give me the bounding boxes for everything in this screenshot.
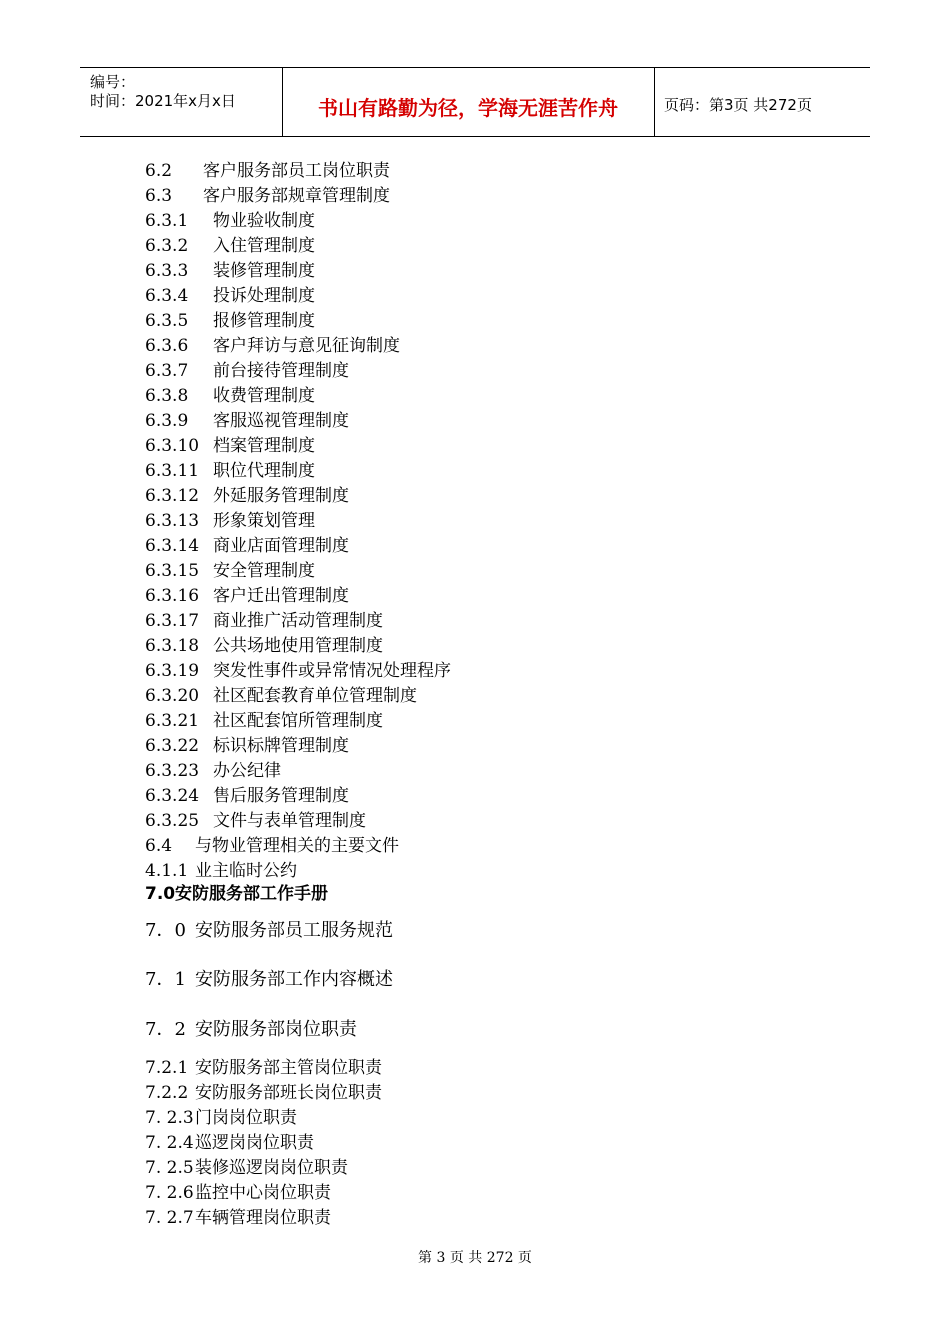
toc-entry bbox=[145, 386, 315, 406]
toc-entry-title: 物业验收制度 bbox=[213, 211, 315, 231]
toc-entry bbox=[145, 1108, 297, 1128]
toc-entry-title: 突发性事件或异常情况处理程序 bbox=[213, 661, 451, 681]
toc-entry-title: 文件与表单管理制度 bbox=[213, 811, 366, 831]
toc-entry-number: 7. 2.7 bbox=[145, 1208, 194, 1228]
toc-entry-number: 6.3.8 bbox=[145, 386, 189, 406]
toc-entry-number: 6.3.19 bbox=[145, 661, 200, 681]
toc-entry bbox=[145, 311, 315, 331]
toc-entry-title: 形象策划管理 bbox=[213, 511, 315, 531]
toc-entry-number: 7．2 bbox=[145, 1019, 186, 1040]
toc-entry-number: 6.3.3 bbox=[145, 261, 189, 281]
toc-entry bbox=[145, 811, 366, 831]
toc-entry-title: 收费管理制度 bbox=[213, 386, 315, 406]
toc-entry-title: 客服巡视管理制度 bbox=[213, 411, 349, 431]
toc-entry-number: 7. 2.6 bbox=[145, 1183, 194, 1203]
toc-entry bbox=[145, 511, 315, 531]
toc-entry bbox=[145, 286, 315, 306]
toc-entry-title: 巡逻岗岗位职责 bbox=[195, 1133, 314, 1153]
toc-entry bbox=[145, 711, 383, 731]
toc-entry-number: 6.2 bbox=[145, 161, 173, 181]
toc-entry-title: 社区配套教育单位管理制度 bbox=[213, 686, 417, 706]
toc-entry-number: 6.3.4 bbox=[145, 286, 189, 306]
toc-entry-number: 7. 2.3 bbox=[145, 1108, 194, 1128]
toc-entry bbox=[145, 1020, 357, 1040]
toc-entry bbox=[145, 186, 390, 206]
header-motto-cell bbox=[282, 68, 655, 136]
toc-entry-number: 6.3.7 bbox=[145, 361, 189, 381]
toc-entry-title: 商业推广活动管理制度 bbox=[213, 611, 383, 631]
toc-entry-number: 6.3 bbox=[145, 186, 173, 206]
toc-entry-number: 6.3.15 bbox=[145, 561, 200, 581]
toc-entry-title: 客户拜访与意见征询制度 bbox=[213, 336, 400, 356]
toc-entry bbox=[145, 1133, 314, 1153]
toc-entry bbox=[145, 761, 281, 781]
toc-entry-title: 售后服务管理制度 bbox=[213, 786, 349, 806]
toc-entry-title: 报修管理制度 bbox=[213, 311, 315, 331]
toc-entry-title: 前台接待管理制度 bbox=[213, 361, 349, 381]
toc-entry-number: 6.3.14 bbox=[145, 536, 200, 556]
toc-entry-number: 6.3.12 bbox=[145, 486, 200, 506]
toc-entry bbox=[145, 586, 349, 606]
toc-entry-title: 安防服务部岗位职责 bbox=[195, 1019, 357, 1040]
toc-entry-number: 6.3.17 bbox=[145, 611, 200, 631]
toc-entry bbox=[145, 461, 315, 481]
toc-entry bbox=[145, 661, 451, 681]
toc-entry-number: 6.3.11 bbox=[145, 461, 200, 481]
page-header bbox=[80, 67, 870, 137]
toc-entry-number: 6.3.22 bbox=[145, 736, 200, 756]
toc-entry bbox=[145, 261, 315, 281]
toc-entry-number: 7．0 bbox=[145, 920, 186, 941]
toc-entry bbox=[145, 1183, 331, 1203]
toc-entry-title: 标识标牌管理制度 bbox=[213, 736, 349, 756]
toc-entry bbox=[145, 236, 315, 256]
toc-entry-title: 办公纪律 bbox=[213, 761, 281, 781]
toc-entry-number: 6.3.2 bbox=[145, 236, 189, 256]
toc-entry-number: 6.3.9 bbox=[145, 411, 189, 431]
toc-entry-number: 7．1 bbox=[145, 969, 186, 990]
toc-entry bbox=[145, 336, 400, 356]
toc-entry-number: 7. 2.5 bbox=[145, 1158, 194, 1178]
page-footer: 第 3 页 共 272 页 bbox=[418, 1250, 532, 1266]
toc-entry bbox=[145, 1058, 382, 1078]
toc-entry bbox=[145, 611, 383, 631]
toc-entry bbox=[145, 786, 349, 806]
header-meta-cell bbox=[80, 68, 283, 136]
toc-entry bbox=[145, 536, 349, 556]
toc-entry bbox=[145, 411, 349, 431]
toc-entry-title: 公共场地使用管理制度 bbox=[213, 636, 383, 656]
header-motto: 书山有路勤为径，学海无涯苦作舟 bbox=[318, 96, 618, 120]
toc-entry bbox=[145, 1083, 382, 1103]
toc-entry bbox=[145, 211, 315, 231]
toc-entry bbox=[145, 486, 349, 506]
toc-entry bbox=[145, 861, 297, 881]
toc-entry-title: 商业店面管理制度 bbox=[213, 536, 349, 556]
toc-entry-number: 6.3.21 bbox=[145, 711, 200, 731]
toc-entry-title: 业主临时公约 bbox=[195, 861, 297, 881]
toc-entry-title: 安防服务部班长岗位职责 bbox=[195, 1083, 382, 1103]
toc-entry bbox=[145, 636, 383, 656]
toc-entry-title: 装修巡逻岗岗位职责 bbox=[195, 1158, 348, 1178]
toc-entry bbox=[145, 1208, 331, 1228]
toc-entry bbox=[145, 561, 315, 581]
toc-entry-number: 6.3.24 bbox=[145, 786, 200, 806]
toc-entry bbox=[145, 736, 349, 756]
toc-entry-title: 与物业管理相关的主要文件 bbox=[195, 836, 399, 856]
toc-entry-title: 安全管理制度 bbox=[213, 561, 315, 581]
toc-entry-title: 安防服务部工作手册 bbox=[175, 884, 328, 904]
toc-entry bbox=[145, 161, 390, 181]
toc-entry-title: 客户迁出管理制度 bbox=[213, 586, 349, 606]
toc-entry-number: 6.3.16 bbox=[145, 586, 200, 606]
toc-entry bbox=[145, 970, 393, 990]
toc-entry-number: 6.3.23 bbox=[145, 761, 200, 781]
toc-entry-title: 社区配套馆所管理制度 bbox=[213, 711, 383, 731]
toc-entry-number: 6.3.5 bbox=[145, 311, 189, 331]
toc-entry bbox=[145, 686, 417, 706]
header-page-cell bbox=[654, 68, 870, 136]
toc-entry-title: 车辆管理岗位职责 bbox=[195, 1208, 331, 1228]
toc-entry-title: 客户服务部员工岗位职责 bbox=[203, 161, 390, 181]
toc-entry-number: 4.1.1 bbox=[145, 861, 189, 881]
toc-entry-title: 装修管理制度 bbox=[213, 261, 315, 281]
toc-entry-title: 投诉处理制度 bbox=[213, 286, 315, 306]
toc-entry bbox=[145, 436, 315, 456]
toc-entry-number: 6.4 bbox=[145, 836, 173, 856]
toc-entry-title: 职位代理制度 bbox=[213, 461, 315, 481]
toc-entry-title: 门岗岗位职责 bbox=[195, 1108, 297, 1128]
toc-entry-title: 档案管理制度 bbox=[213, 436, 315, 456]
time-label: 时间：2021年x月x日 bbox=[90, 92, 236, 110]
toc-entry-number: 6.3.13 bbox=[145, 511, 200, 531]
toc-entry bbox=[145, 836, 399, 856]
toc-entry-number: 6.3.6 bbox=[145, 336, 189, 356]
toc-entry-title: 入住管理制度 bbox=[213, 236, 315, 256]
toc-entry bbox=[145, 361, 349, 381]
toc-entry-title: 安防服务部员工服务规范 bbox=[195, 920, 393, 941]
toc-entry-title: 外延服务管理制度 bbox=[213, 486, 349, 506]
toc-entry bbox=[145, 1158, 348, 1178]
code-label: 编号： bbox=[90, 73, 136, 91]
toc-entry-number: 6.3.20 bbox=[145, 686, 200, 706]
toc-entry-title: 监控中心岗位职责 bbox=[195, 1183, 331, 1203]
toc-entry-number: 7.2.1 bbox=[145, 1058, 189, 1078]
header-page-info: 页码：第3页 共272页 bbox=[664, 96, 812, 114]
toc-entry-number: 7.0 bbox=[145, 884, 176, 904]
toc-entry bbox=[145, 921, 393, 941]
toc-entry bbox=[145, 884, 328, 904]
toc-entry-number: 7. 2.4 bbox=[145, 1133, 194, 1153]
toc-entry-title: 安防服务部主管岗位职责 bbox=[195, 1058, 382, 1078]
toc-entry-number: 6.3.18 bbox=[145, 636, 200, 656]
toc-entry-number: 6.3.25 bbox=[145, 811, 200, 831]
toc-entry-title: 客户服务部规章管理制度 bbox=[203, 186, 390, 206]
toc-entry-number: 6.3.10 bbox=[145, 436, 200, 456]
toc-entry-number: 6.3.1 bbox=[145, 211, 189, 231]
toc-entry-number: 7.2.2 bbox=[145, 1083, 189, 1103]
toc-entry-title: 安防服务部工作内容概述 bbox=[195, 969, 393, 990]
